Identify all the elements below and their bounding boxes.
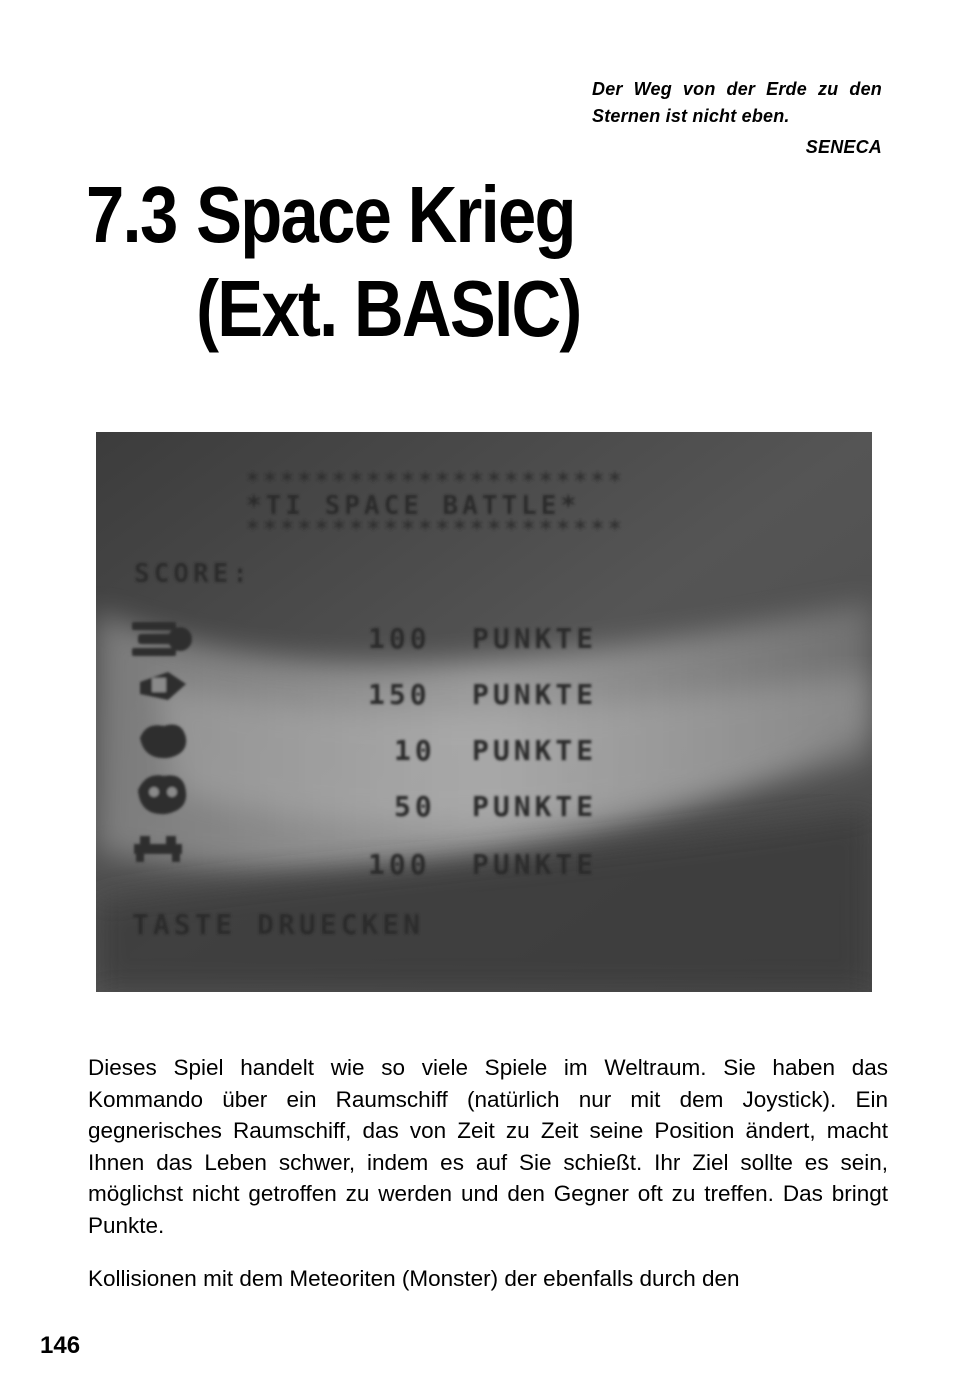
paragraph-2: Kollisionen mit dem Meteoriten (Monster) der ebenfalls durch den: [88, 1266, 740, 1291]
epigraph: [592, 76, 882, 161]
row-unit: PUNKTE: [472, 734, 598, 767]
screen-score-label: SCORE:: [134, 559, 252, 589]
section-title-line-2: (Ext. BASIC): [196, 264, 581, 353]
paragraph-1: Dieses Spiel handelt wie so viele Spiele im Weltraum. Sie haben das Kommando über ein Raumschiff (natürlich nur mit dem Joystick). Ein gegnerisches Raumschiff, das von Zeit zu Zeit seine Position ändert, macht Ihnen das Leben schwer, indem es auf Sie schießt. Ihr Ziel sollte es sein, möglichst nicht getroffen zu werden und den Gegner oft zu treffen. Das bringt Punkte.: [88, 1055, 888, 1238]
section-number: 7.3: [86, 170, 177, 259]
body-text: [88, 1052, 888, 1317]
row-points: 100: [368, 848, 431, 881]
screen-photo: [96, 432, 872, 992]
screen-border-top: **********************: [246, 469, 626, 494]
screen-footer: TASTE DRUECKEN: [132, 908, 425, 941]
section-heading: [86, 168, 581, 356]
row-unit: PUNKTE: [472, 790, 598, 823]
row-unit: PUNKTE: [472, 848, 598, 881]
row-points: 50: [394, 790, 436, 823]
screen-border-bottom: **********************: [246, 517, 626, 542]
screen-title: *TI SPACE BATTLE*: [246, 491, 581, 521]
epigraph-line-1: Der Weg von der Erde zu den: [592, 79, 882, 99]
epigraph-line-2: Sternen ist nicht eben.: [592, 106, 790, 126]
page-number: 146: [40, 1332, 81, 1359]
row-unit: PUNKTE: [472, 678, 598, 711]
row-points: 10: [394, 734, 436, 767]
epigraph-author: SENECA: [805, 137, 882, 157]
section-title-line-1: Space Krieg: [196, 170, 575, 259]
row-unit: PUNKTE: [472, 622, 598, 655]
row-points: 100: [368, 622, 431, 655]
row-points: 150: [368, 678, 431, 711]
